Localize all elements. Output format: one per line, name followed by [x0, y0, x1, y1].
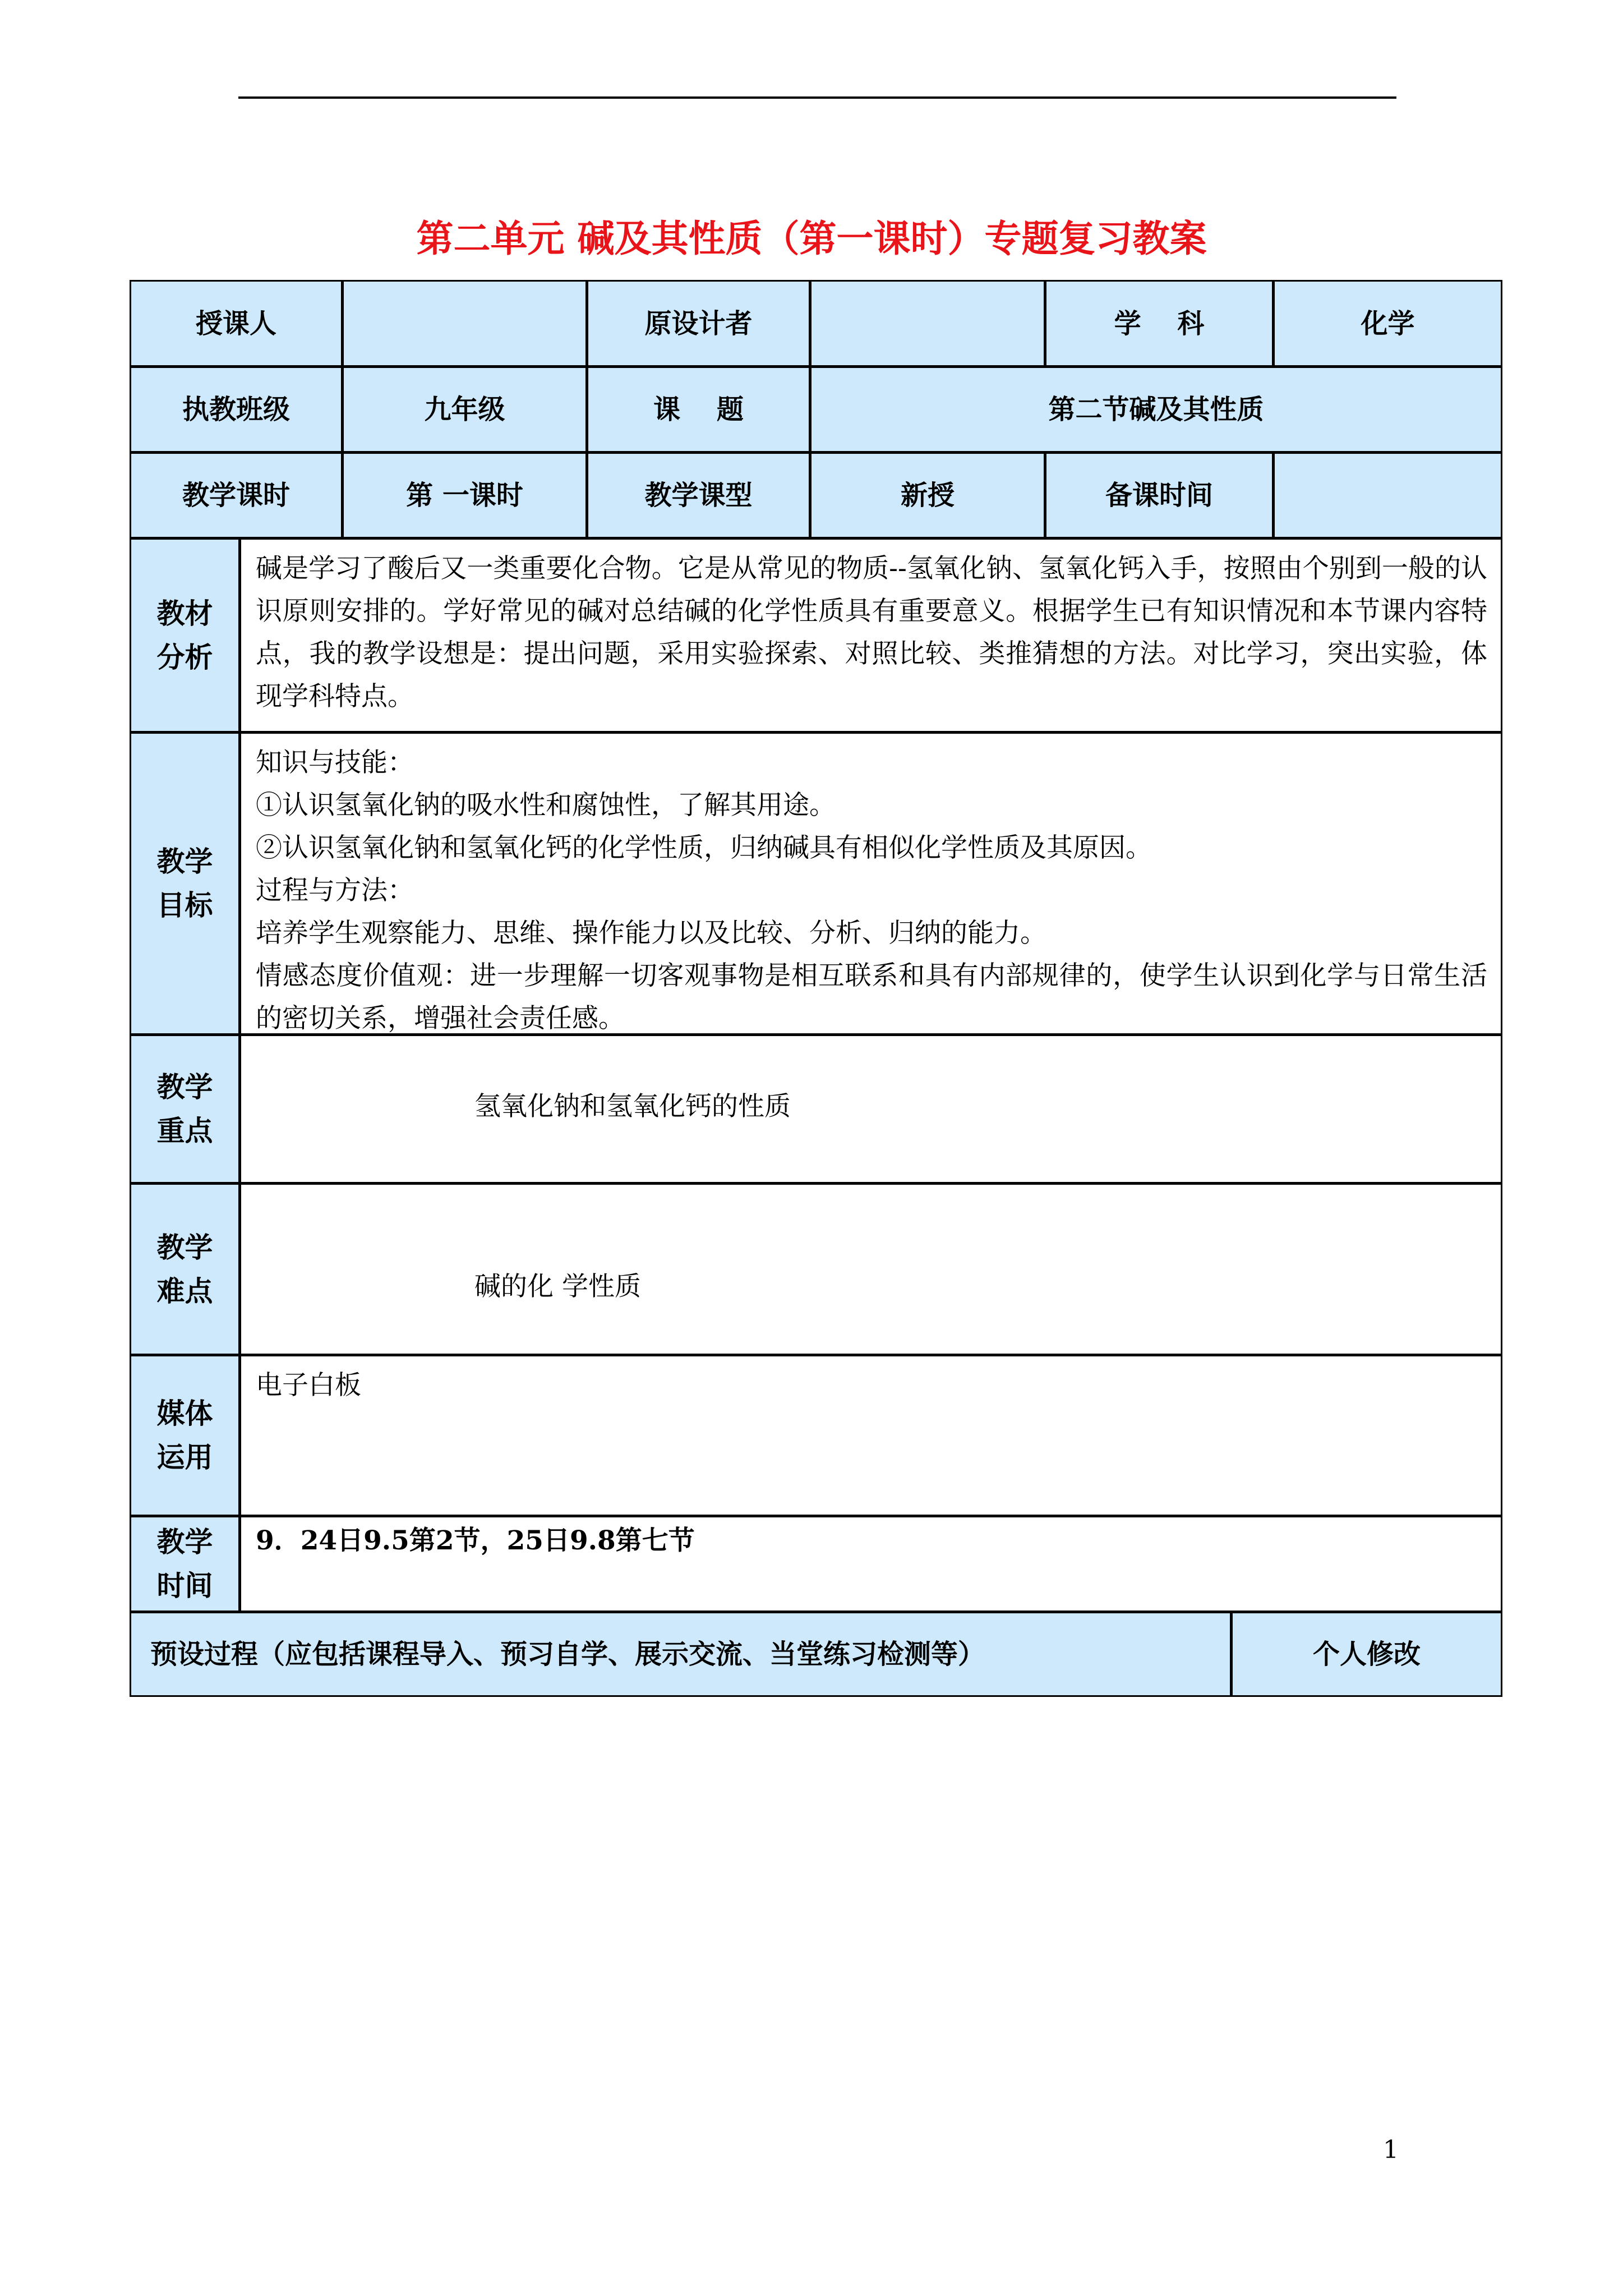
difficulties-label — [130, 1183, 240, 1355]
difficulties-text: 碱的化 学性质 — [474, 1271, 641, 1302]
time-content — [239, 1516, 1502, 1612]
key-points-label — [130, 1034, 240, 1184]
table-row — [130, 1184, 1503, 1356]
key-points-text: 氢氧化钠和氢氧化钙的性质 — [474, 1091, 791, 1122]
personal-edit-label: 个人修改 — [1231, 1612, 1502, 1697]
analysis-content — [239, 538, 1502, 733]
difficulties-label-line-2: 难点 — [156, 1274, 213, 1308]
teacher-label: 授课人 — [130, 280, 343, 367]
page-number: 1 — [1383, 2136, 1399, 2164]
table-row — [130, 733, 1503, 1036]
time-label-line-1: 教学 — [156, 1525, 213, 1558]
objectives-content — [239, 732, 1502, 1035]
objectives-label-line-1: 教学 — [156, 845, 213, 878]
lesson-type-label: 教学课型 — [587, 452, 810, 539]
analysis-label — [130, 538, 240, 733]
objective-line: ①认识氢氧化钠的吸水性和腐蚀性，了解其用途。 — [256, 790, 836, 821]
table-row — [130, 280, 1503, 367]
subject-value: 化学 — [1273, 280, 1502, 367]
topic-label: 课 题 — [587, 366, 810, 453]
subject-label: 学 科 — [1045, 280, 1274, 367]
process-label: 预设过程（应包括课程导入、预习自学、展示交流、当堂练习检测等） — [130, 1612, 1232, 1697]
analysis-label-line-2: 分析 — [156, 640, 213, 674]
objective-line: 情感态度价值观：进一步理解一切客观事物是相互联系和具有内部规律的，使学生认识到化学与日常生活的密切关系，增强社会责任感。 — [256, 960, 1487, 1034]
period-label: 教学课时 — [130, 452, 343, 539]
table-row — [130, 1516, 1503, 1613]
media-content — [239, 1355, 1502, 1516]
difficulties-label-line-1: 教学 — [156, 1230, 213, 1264]
objectives-label-line-2: 目标 — [156, 889, 213, 922]
class-label: 执教班级 — [130, 366, 343, 453]
time-label — [130, 1516, 240, 1612]
objective-line: 知识与技能： — [256, 747, 414, 778]
class-value: 九年级 — [342, 366, 587, 453]
key-points-label-line-2: 重点 — [156, 1114, 213, 1147]
topic-value: 第二节碱及其性质 — [810, 366, 1502, 453]
analysis-label-line-1: 教材 — [156, 596, 213, 630]
objective-line: 培养学生观察能力、思维、操作能力以及比较、分析、归纳的能力。 — [256, 918, 1046, 949]
time-text: 9．24日9.5第2节，25日9.8第七节 — [256, 1525, 695, 1556]
media-text: 电子白板 — [256, 1370, 361, 1401]
key-points-content — [239, 1034, 1502, 1184]
key-points-label-line-1: 教学 — [156, 1070, 213, 1103]
header-rule — [238, 96, 1396, 99]
teacher-value — [342, 280, 587, 367]
objective-line: ②认识氢氧化钠和氢氧化钙的化学性质，归纳碱具有相似化学性质及其原因。 — [256, 832, 1152, 863]
designer-label: 原设计者 — [587, 280, 810, 367]
table-row — [130, 367, 1503, 453]
difficulties-content — [239, 1183, 1502, 1355]
media-label-line-1: 媒体 — [156, 1397, 213, 1430]
table-row — [130, 1035, 1503, 1184]
designer-value — [810, 280, 1045, 367]
lesson-type-value: 新授 — [810, 452, 1045, 539]
analysis-text: 碱是学习了酸后又一类重要化合物。它是从常见的物质--氢氧化钠、氢氧化钙入手，按照由个别到一般的认识原则安排的。学好常见的碱对总结碱的化学性质具有重要意义。根据学生已有知识情况和本节课内容特点，我的教学设想是：提出问题，采用实验探索、对照比较、类推猜想的方法。对比学习，突出实验，体现学科特点。 — [256, 553, 1487, 712]
table-row — [130, 453, 1503, 539]
prep-time-value — [1273, 452, 1502, 539]
media-label — [130, 1355, 240, 1516]
objective-line: 过程与方法： — [256, 875, 414, 906]
objectives-label — [130, 732, 240, 1035]
media-label-line-2: 运用 — [156, 1441, 213, 1474]
period-value: 第 一课时 — [342, 452, 587, 539]
time-label-line-2: 时间 — [156, 1569, 213, 1602]
table-row — [130, 1355, 1503, 1517]
table-row — [130, 1612, 1503, 1697]
document-title: 第二单元 碱及其性质（第一课时）专题复习教案 — [416, 217, 1207, 260]
table-row — [130, 539, 1503, 733]
prep-time-label: 备课时间 — [1045, 452, 1274, 539]
